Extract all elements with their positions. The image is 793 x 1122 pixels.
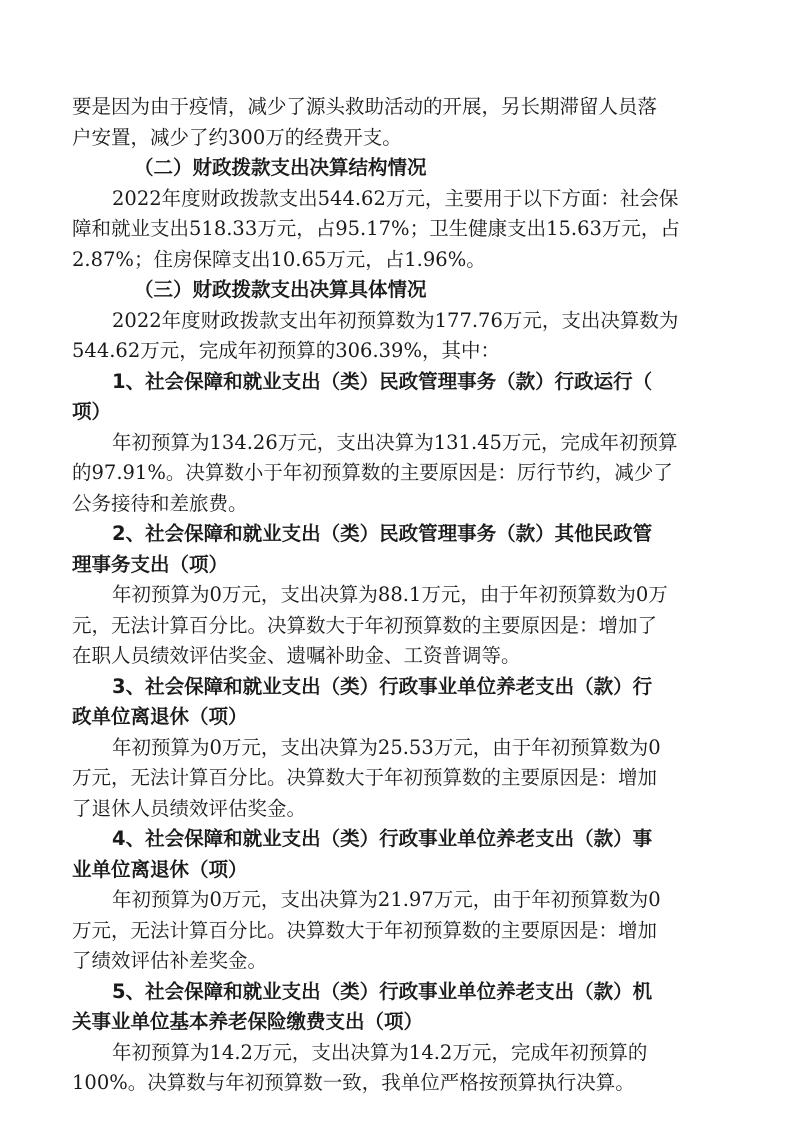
item-heading-4 [72, 824, 720, 885]
paragraph-structure [72, 184, 720, 276]
item-heading-3 [72, 672, 720, 733]
text-line: 的97.91%。决算数小于年初预算数的主要原因是：厉行节约，减少了 [72, 461, 673, 484]
text-line: 要是因为由于疫情，减少了源头救助活动的开展，另长期滞留人员落 [72, 95, 658, 118]
heading-line: 1、社会保障和就业支出（类）民政管理事务（款）行政运行（ [112, 369, 653, 393]
text-line: 544.62万元，完成年初预算的306.39%，其中： [72, 339, 500, 362]
section-heading-3: （三）财政拨款支出决算具体情况 [134, 278, 427, 301]
item-heading-1 [72, 367, 720, 428]
text-line: 万元，无法计算百分比。决算数大于年初预算数的主要原因是：增加 [72, 918, 658, 942]
heading-line: 3、社会保障和就业支出（类）行政事业单位养老支出（款）行 [112, 674, 653, 698]
heading-line: 业单位离退休（项） [72, 857, 248, 881]
text-line: 100%。决算数与年初预算数一致，我单位严格按预算执行决算。 [72, 1071, 635, 1094]
heading-line: 4、社会保障和就业支出（类）行政事业单位养老支出（款）事 [112, 827, 653, 850]
item-heading-2 [72, 519, 720, 580]
text-line: 2022年度财政拨款支出年初预算数为177.76万元，支出决算数为 [112, 308, 679, 332]
heading-line: 项） [72, 400, 112, 423]
text-line: 年初预算为0万元，支出决算为25.53万元，由于年初预算数为0 [112, 735, 661, 759]
item-body-2 [72, 580, 720, 672]
text-line: 年初预算为134.26万元，支出决算为131.45万元，完成年初预算 [112, 430, 678, 454]
document-page [72, 92, 720, 1099]
item-body-3 [72, 733, 720, 825]
text-line: 年初预算为14.2万元，支出决算为14.2万元，完成年初预算的 [112, 1040, 648, 1064]
heading-line: 理事务支出（项） [72, 552, 229, 576]
heading-line: 政单位离退休（项） [72, 705, 248, 728]
heading-line: 关事业单位基本养老保险缴费支出（项） [72, 1010, 424, 1033]
text-line: 了退休人员绩效评估奖金。 [72, 796, 307, 820]
paragraph-details [72, 306, 720, 367]
text-line: 万元，无法计算百分比。决算数大于年初预算数的主要原因是：增加 [72, 766, 658, 789]
section-heading-2: （二）财政拨款支出决算结构情况 [134, 156, 427, 179]
heading-line: 2、社会保障和就业支出（类）民政管理事务（款）其他民政管 [112, 522, 653, 545]
text-line: 年初预算为0万元，支出决算为21.97万元，由于年初预算数为0 [112, 888, 661, 911]
item-body-1 [72, 428, 720, 520]
text-line: 户安置，减少了约300万的经费开支。 [72, 125, 402, 149]
text-line: 公务接待和差旅费。 [72, 491, 248, 515]
item-body-4 [72, 885, 720, 977]
text-line: 2.87%；住房保障支出10.65万元，占1.96%。 [72, 247, 486, 271]
text-line: 年初预算为0万元，支出决算为88.1万元，由于年初预算数为0万 [112, 583, 668, 606]
item-heading-5 [72, 977, 720, 1038]
text-line: 障和就业支出518.33万元，占95.17%；卫生健康支出15.63万元，占 [72, 217, 680, 240]
text-line: 元，无法计算百分比。决算数大于年初预算数的主要原因是：增加了 [72, 613, 658, 637]
text-line: 在职人员绩效评估奖金、遗嘱补助金、工资普调等。 [72, 644, 521, 667]
item-body-5 [72, 1038, 720, 1099]
heading-line: 5、社会保障和就业支出（类）行政事业单位养老支出（款）机 [112, 979, 653, 1003]
text-line: 了绩效评估补差奖金。 [72, 949, 268, 972]
paragraph-continuation [72, 92, 720, 153]
text-line: 2022年度财政拨款支出544.62万元，主要用于以下方面：社会保 [112, 186, 679, 210]
